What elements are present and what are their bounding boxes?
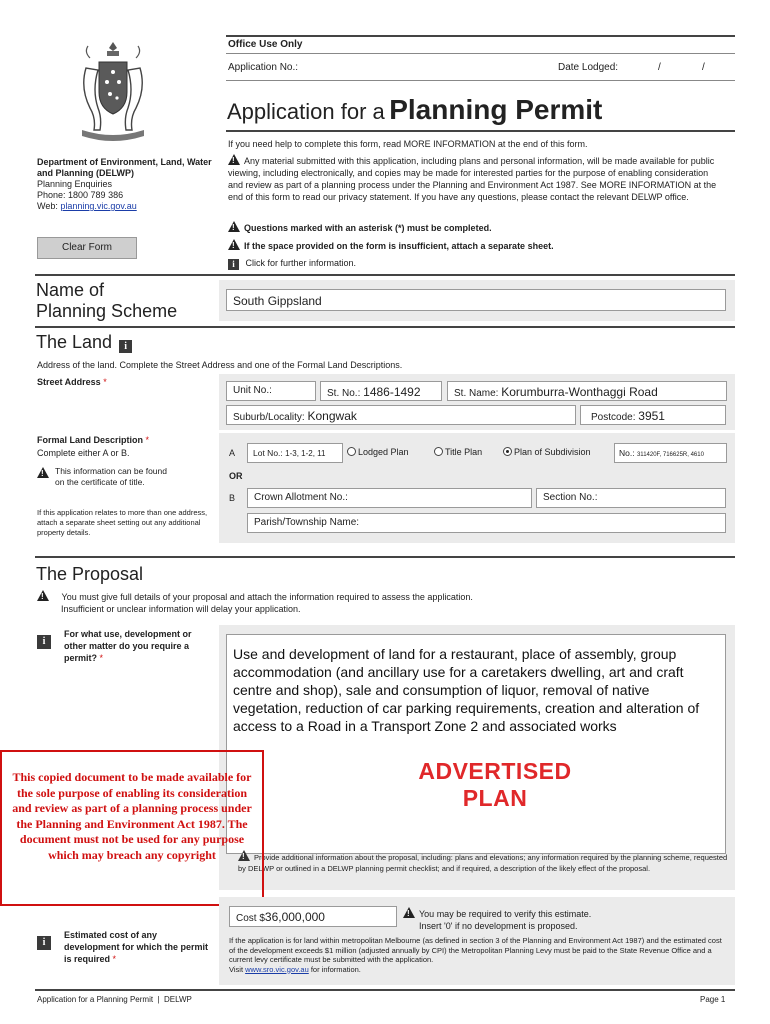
street-name-value: Korumburra-Wonthaggi Road bbox=[501, 385, 658, 399]
plan-number-value: 311420F, 716625R, 4610 bbox=[636, 452, 704, 458]
clear-form-button[interactable] bbox=[37, 237, 137, 259]
help-line: If you need help to complete this form, read MORE INFORMATION at the end of this form. bbox=[228, 139, 588, 149]
unit-number-field[interactable] bbox=[226, 381, 316, 401]
cost-label: Cost $ bbox=[236, 913, 265, 924]
street-number-label: St. No.: bbox=[327, 388, 361, 399]
info-line-text: Click for further information. bbox=[245, 258, 357, 268]
formal-land-label: Formal Land Description * bbox=[37, 435, 150, 445]
phone-number: Phone: 1800 789 386 bbox=[37, 190, 124, 200]
radio-button[interactable] bbox=[434, 447, 443, 456]
parish-township-label: Parish/Township Name: bbox=[254, 517, 360, 528]
option-b-label: B bbox=[229, 493, 236, 503]
asterisk-line-text: Questions marked with an asterisk (*) must be completed. bbox=[244, 223, 492, 233]
levy-note-text: If the application is for land within metropolitan Melbourne (as defined in section 3 of the Planning and Environment Act 1987) and the estimated cost of the development exceeds $1 million (adjusted annually by CPI) the Metropolitan Planning Levy must be paid to the State Revenue Office and a current levy certificate must be submitted with the application. bbox=[229, 936, 722, 964]
info-icon: i bbox=[228, 259, 239, 270]
street-address-label: Street Address * bbox=[37, 377, 107, 387]
planning-scheme-value: South Gippsland bbox=[233, 294, 322, 308]
department-details bbox=[37, 157, 217, 212]
page-title-prefix: Application for a bbox=[227, 99, 385, 124]
the-land-heading-text: The Land bbox=[36, 332, 113, 352]
office-date-lodged: Date Lodged: bbox=[558, 62, 619, 73]
option-a-label: A bbox=[229, 448, 236, 458]
crown-allotment-label: Crown Allotment No.: bbox=[254, 492, 348, 503]
stamp-line-2: PLAN bbox=[462, 785, 528, 811]
proposal-question: For what use, development or other matter do you require a permit? * bbox=[64, 629, 192, 663]
land-intro: Address of the land. Complete the Street Address and one of the Formal Land Descriptions. bbox=[37, 360, 403, 370]
plan-number-field[interactable] bbox=[614, 443, 727, 463]
suburb-value: Kongwak bbox=[307, 409, 357, 423]
warning-icon bbox=[37, 467, 49, 478]
planning-scheme-label-line1: Name of bbox=[36, 280, 105, 300]
proposal-description-value: Use and development of land for a restaurant, place of assembly, group accommodation (and ancillary use for a caretakers dwelling, art and craft centre and shop), sale and consumption of liquor, removal of native vegetation, reduction of car parking requirements, creation and alteration of access to a Road in a Transport Zone 2 and associated works bbox=[233, 646, 700, 734]
extra-address-note: If this application relates to more than one address, attach a separate sheet setting out any additional property details. bbox=[37, 508, 208, 537]
the-land-heading bbox=[36, 332, 132, 353]
cost-question: Estimated cost of any development for which the permit is required * bbox=[64, 930, 209, 964]
copyright-notice-box bbox=[0, 750, 264, 906]
proposal-warning bbox=[37, 590, 473, 615]
proposal-description-input[interactable] bbox=[226, 634, 726, 854]
lot-number-field[interactable] bbox=[247, 443, 343, 463]
page-title-bold: Planning Permit bbox=[389, 94, 603, 125]
asterisk-line bbox=[228, 221, 492, 233]
delwp-coat-of-arms-logo bbox=[74, 38, 152, 148]
provide-info-note-text: Provide additional information about the proposal, including: plans and elevations; any information required by the planning scheme, requested by DELWP or outlined in a DELWP planning permit checklist; and if required, a description of the likely effect of the proposal. bbox=[238, 853, 728, 873]
suburb-label: Suburb/Locality: bbox=[233, 412, 305, 423]
street-name-field[interactable] bbox=[447, 381, 727, 401]
lot-number-value: 1-3, 1-2, 11 bbox=[285, 449, 326, 458]
sro-link[interactable]: www.sro.vic.gov.au bbox=[245, 964, 309, 974]
proposal-question-text: For what use, development or other matter do you require a permit? bbox=[64, 629, 192, 663]
verify-line-1: You may be required to verify this estimate. bbox=[419, 909, 592, 919]
page-number: Page 1 bbox=[700, 995, 726, 1004]
parish-township-field[interactable] bbox=[247, 513, 726, 533]
date-slash: / bbox=[702, 62, 705, 73]
copyright-notice-text: This copied document to be made available for the sole purpose of enabling its consideration and review as part of a planning process under the Planning and Environment Act 1987. The document must not be used for any purpose which may breach any copyright bbox=[12, 770, 252, 862]
section-number-field[interactable] bbox=[536, 488, 726, 508]
street-number-field[interactable] bbox=[320, 381, 442, 401]
certificate-note-text: This information can be found on the certificate of title. bbox=[55, 466, 167, 487]
privacy-warning bbox=[228, 154, 718, 203]
the-proposal-heading: The Proposal bbox=[36, 564, 144, 584]
planning-enquiries: Planning Enquiries bbox=[37, 179, 113, 189]
web-address bbox=[37, 201, 217, 212]
info-line bbox=[228, 258, 356, 270]
lodged-plan-radio[interactable] bbox=[347, 447, 409, 457]
postcode-label: Postcode: bbox=[591, 412, 636, 423]
verify-line-2: Insert '0' if no development is proposed. bbox=[419, 921, 578, 931]
plan-number-label: No.: bbox=[619, 448, 635, 458]
space-line-text: If the space provided on the form is insufficient, attach a separate sheet. bbox=[244, 241, 554, 251]
date-slash: / bbox=[658, 62, 661, 73]
proposal-warning-line2: Insufficient or unclear information will delay your application. bbox=[61, 604, 301, 614]
advertised-plan-stamp bbox=[400, 758, 590, 812]
or-label: OR bbox=[229, 471, 243, 481]
clear-form-label: Clear Form bbox=[61, 242, 112, 253]
plan-of-subdivision-radio[interactable] bbox=[503, 447, 591, 457]
section-number-label: Section No.: bbox=[543, 492, 598, 503]
formal-land-label-text: Formal Land Description bbox=[37, 435, 144, 445]
formal-land-sub: Complete either A or B. bbox=[37, 448, 130, 458]
certificate-note bbox=[37, 466, 177, 488]
street-address-label-text: Street Address bbox=[37, 377, 101, 387]
planning-scheme-input[interactable] bbox=[226, 289, 726, 311]
info-icon[interactable]: i bbox=[37, 936, 51, 950]
visit-label: Visit bbox=[229, 964, 246, 974]
lodged-plan-label: Lodged Plan bbox=[358, 447, 409, 457]
proposal-info-icon[interactable] bbox=[37, 630, 51, 649]
street-number-value: 1486-1492 bbox=[363, 385, 421, 399]
radio-button-selected[interactable] bbox=[503, 447, 512, 456]
web-label: Web: bbox=[37, 201, 61, 211]
planning-scheme-label-line2: Planning Scheme bbox=[36, 301, 178, 321]
planning-scheme-label bbox=[36, 280, 177, 322]
warning-icon bbox=[228, 154, 240, 165]
department-name: Department of Environment, Land, Water and Planning (DELWP) bbox=[37, 157, 212, 178]
levy-note bbox=[229, 936, 727, 974]
plan-of-subdivision-label: Plan of Subdivision bbox=[514, 447, 591, 457]
privacy-warning-text: Any material submitted with this application, including plans and personal information, will be made available for public viewing, including electronically, and copies may be made for interested parties for the purpose of enabling consideration and review as part of a planning process under the Planning and Environment Act 1987. See MORE INFORMATION at the end of this form to read our privacy statement. If you have any questions, please contact the relevant DELWP office. bbox=[228, 156, 717, 202]
cost-value: 36,000,000 bbox=[264, 910, 325, 924]
radio-button[interactable] bbox=[347, 447, 356, 456]
warning-icon bbox=[37, 590, 49, 601]
page-title bbox=[227, 94, 602, 126]
footer-left: Application for a Planning Permit | DELWP bbox=[37, 995, 192, 1004]
street-name-label: St. Name: bbox=[454, 388, 499, 399]
title-plan-radio[interactable] bbox=[434, 447, 482, 457]
office-use-title: Office Use Only bbox=[228, 39, 303, 50]
proposal-warning-line1: You must give full details of your proposal and attach the information required to assess the application. bbox=[61, 592, 473, 602]
crown-allotment-field[interactable] bbox=[247, 488, 532, 508]
visit-suffix: for information. bbox=[308, 964, 361, 974]
space-line bbox=[228, 239, 554, 251]
postcode-value: 3951 bbox=[638, 409, 665, 423]
cost-input[interactable] bbox=[229, 906, 397, 927]
provide-info-note bbox=[238, 850, 728, 874]
verify-estimate-note bbox=[403, 907, 591, 932]
cost-question-text: Estimated cost of any development for which the permit is required bbox=[64, 930, 209, 964]
lot-number-label: Lot No.: bbox=[253, 448, 283, 458]
stamp-line-1: ADVERTISED bbox=[418, 758, 572, 784]
web-link[interactable]: planning.vic.gov.au bbox=[60, 201, 137, 211]
warning-icon bbox=[228, 239, 240, 250]
unit-number-label: Unit No.: bbox=[233, 385, 272, 396]
title-plan-label: Title Plan bbox=[445, 447, 483, 457]
cost-info-icon[interactable] bbox=[37, 931, 51, 950]
info-icon[interactable]: i bbox=[119, 340, 132, 353]
warning-icon bbox=[403, 907, 415, 918]
info-icon[interactable]: i bbox=[37, 635, 51, 649]
suburb-field[interactable] bbox=[226, 405, 576, 425]
postcode-field[interactable] bbox=[580, 405, 726, 425]
warning-icon bbox=[228, 221, 240, 232]
office-application-number: Application No.: bbox=[228, 62, 299, 73]
